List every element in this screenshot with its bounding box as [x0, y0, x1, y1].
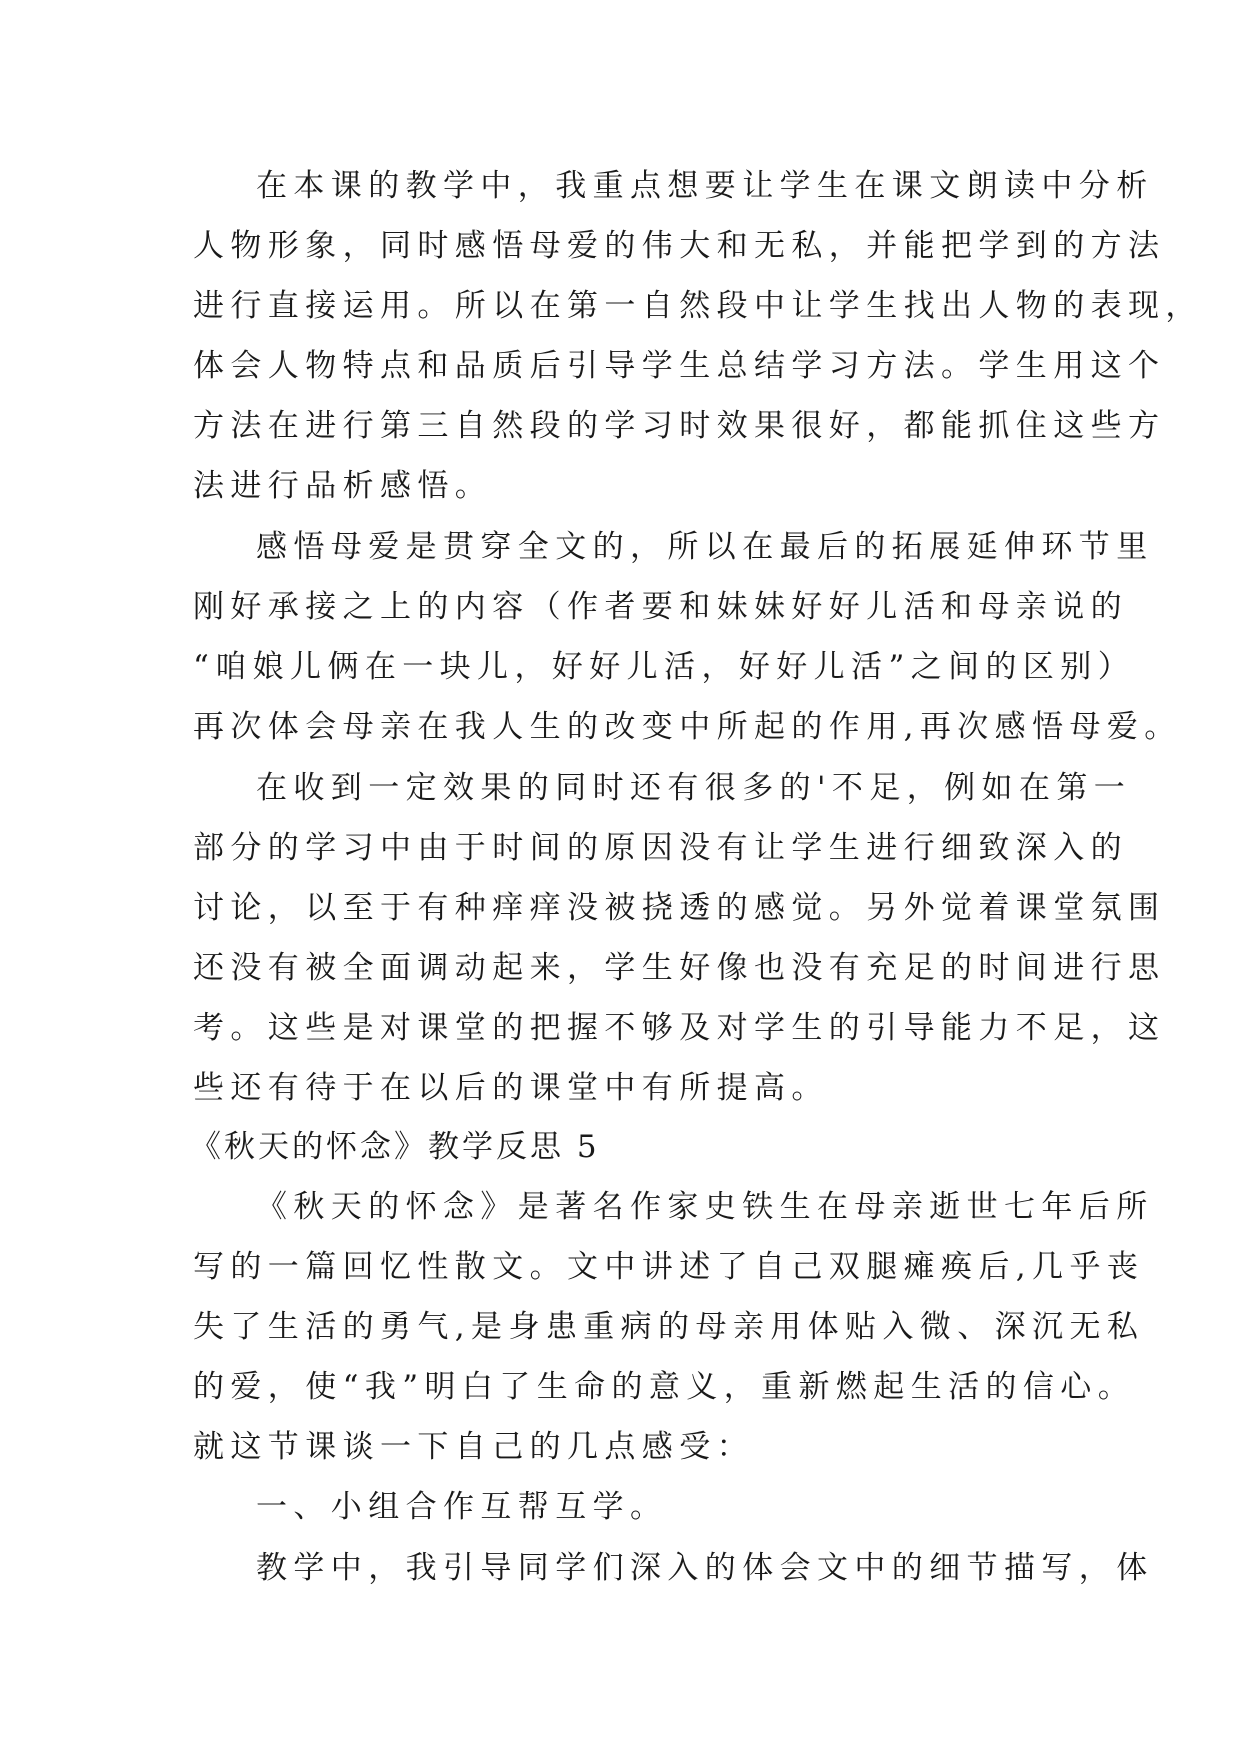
- text-line: 失了生活的勇气,是身患重病的母亲用体贴入微、深沉无私: [193, 1309, 1145, 1345]
- text-line: 的爱，使“我”明白了生命的意义，重新燃起生活的信心。: [193, 1369, 1136, 1405]
- text-line: 教学中，我引导同学们深入的体会文中的细节描写，体: [256, 1550, 1154, 1586]
- text-line: 《秋天的怀念》是著名作家史铁生在母亲逝世七年后所: [256, 1189, 1154, 1225]
- text-line: 就这节课谈一下自己的几点感受：: [193, 1429, 754, 1465]
- section-title: 《秋天的怀念》教学反思 5: [190, 1129, 600, 1165]
- text-line: 写的一篇回忆性散文。文中讲述了自己双腿瘫痪后,几乎丧: [193, 1249, 1145, 1285]
- text-line: 方法在进行第三自然段的学习时效果很好，都能抓住这些方: [193, 408, 1166, 444]
- text-line: 在收到一定效果的同时还有很多的'不足，例如在第一: [256, 770, 1132, 806]
- text-line: 在本课的教学中，我重点想要让学生在课文朗读中分析: [256, 168, 1154, 204]
- text-line: 考。这些是对课堂的把握不够及对学生的引导能力不足，这: [193, 1010, 1166, 1046]
- text-line: 感悟母爱是贯穿全文的，所以在最后的拓展延伸环节里: [256, 529, 1154, 565]
- text-line: 还没有被全面调动起来，学生好像也没有充足的时间进行思: [193, 950, 1166, 986]
- text-line: 部分的学习中由于时间的原因没有让学生进行细致深入的: [193, 830, 1128, 866]
- text-line: “咱娘儿俩在一块儿，好好儿活，好好儿活”之间的区别）: [193, 649, 1136, 685]
- text-line: 进行直接运用。所以在第一自然段中让学生找出人物的表现，: [193, 288, 1203, 324]
- text-line: 刚好承接之上的内容（作者要和妹妹好好儿活和母亲说的: [193, 589, 1128, 625]
- text-line: 法进行品析感悟。: [193, 468, 493, 504]
- text-line: 体会人物特点和品质后引导学生总结学习方法。学生用这个: [193, 348, 1166, 384]
- text-line: 些还有待于在以后的课堂中有所提高。: [193, 1070, 829, 1106]
- text-line: 再次体会母亲在我人生的改变中所起的作用,再次感悟母爱。: [193, 709, 1182, 745]
- text-line: 讨论，以至于有种痒痒没被挠透的感觉。另外觉着课堂氛围: [193, 890, 1166, 926]
- text-line: 人物形象，同时感悟母爱的伟大和无私，并能把学到的方法: [193, 228, 1166, 264]
- text-line: 一、小组合作互帮互学。: [256, 1489, 668, 1525]
